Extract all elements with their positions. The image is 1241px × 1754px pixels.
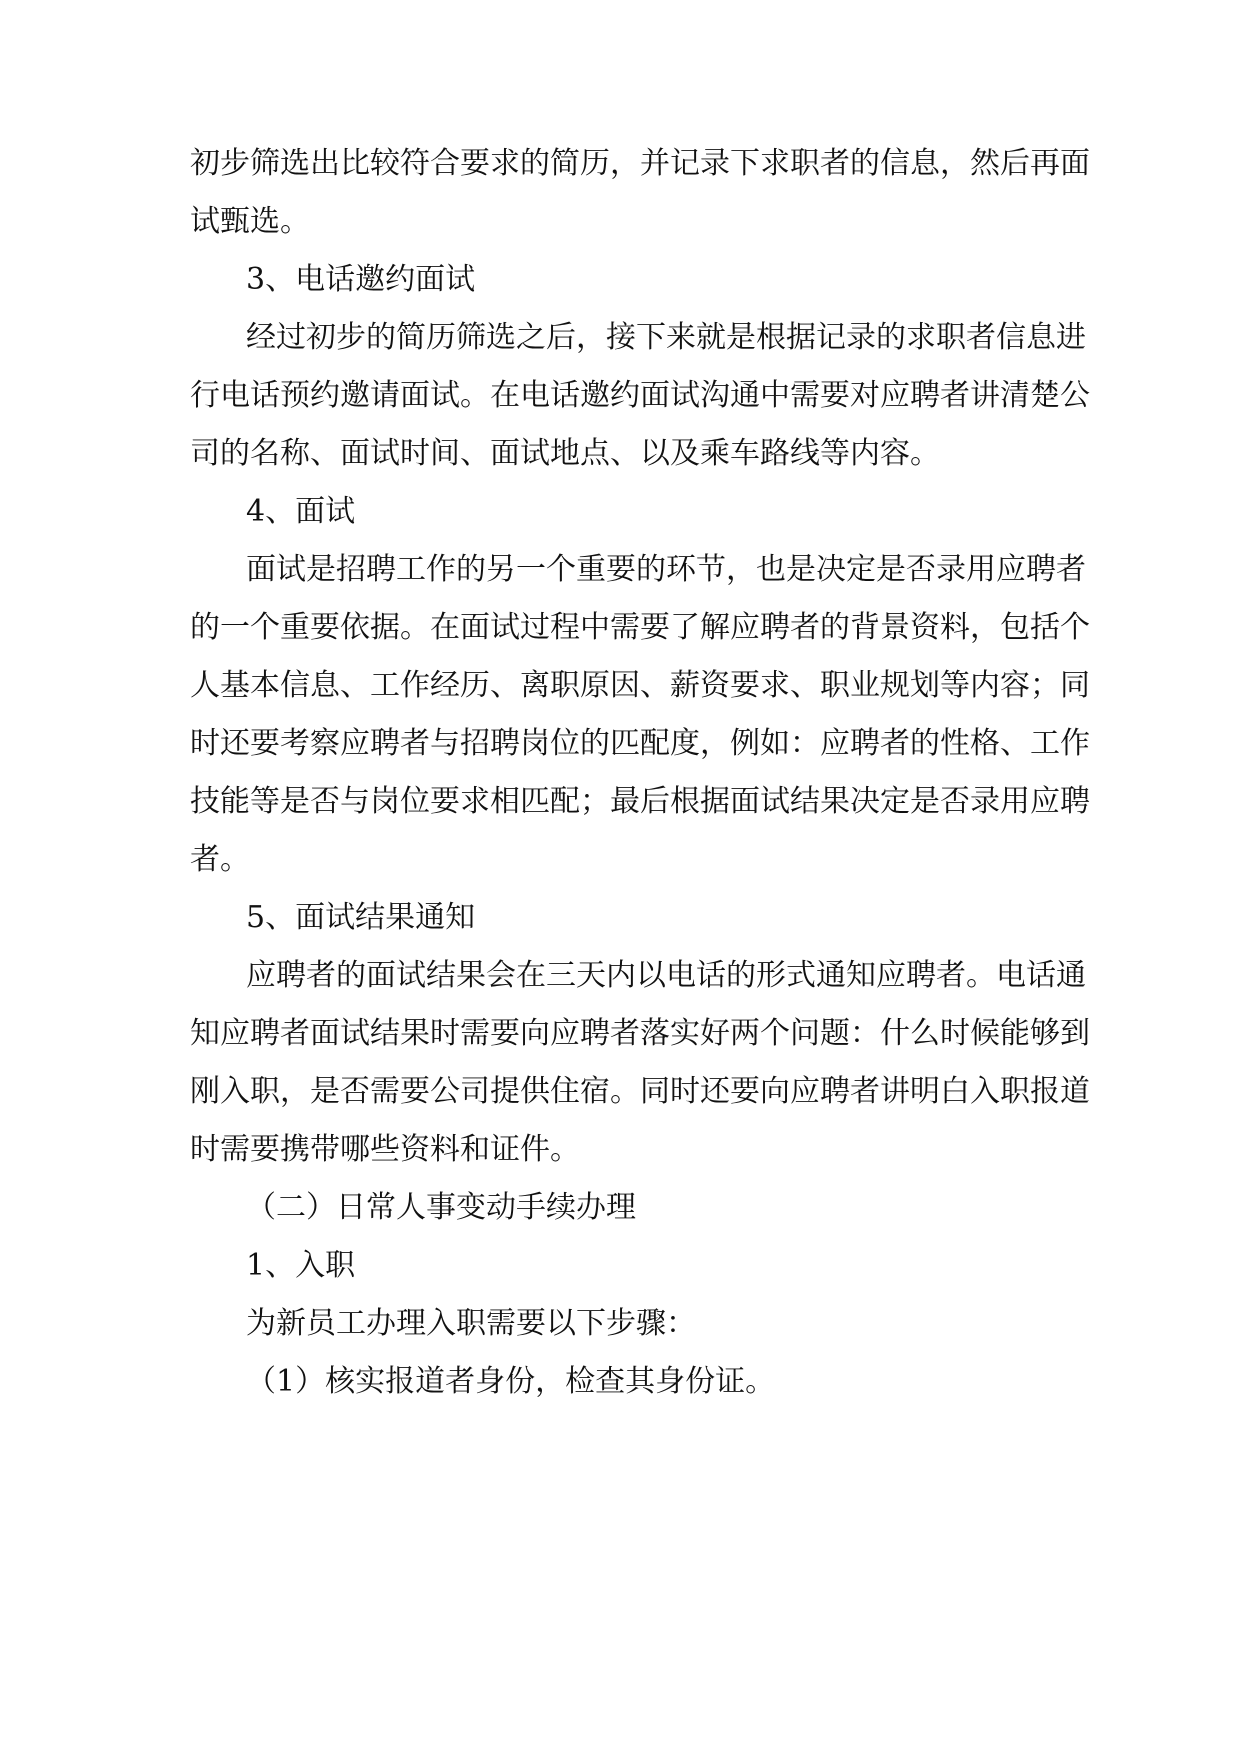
list-item: （1）核实报道者身份，检查其身份证。 [246, 1364, 776, 1399]
paragraph-line: 面试是招聘工作的另一个重要的环节，也是决定是否录用应聘者 [246, 552, 1086, 587]
paragraph-line: 时需要携带哪些资料和证件。 [190, 1132, 580, 1167]
section-heading: 5、面试结果通知 [246, 900, 476, 935]
section-heading: 1、入职 [246, 1248, 356, 1283]
paragraph-line: 的一个重要依据。在面试过程中需要了解应聘者的背景资料，包括个 [190, 610, 1090, 645]
paragraph-line: 试甄选。 [190, 204, 310, 239]
section-heading: （二）日常人事变动手续办理 [246, 1190, 636, 1225]
paragraph-line: 初步筛选出比较符合要求的简历，并记录下求职者的信息，然后再面 [190, 146, 1090, 181]
section-heading: 3、电话邀约面试 [246, 262, 476, 297]
paragraph-line: 司的名称、面试时间、面试地点、以及乘车路线等内容。 [190, 436, 940, 471]
paragraph-line: 者。 [190, 842, 250, 877]
paragraph-line: 为新员工办理入职需要以下步骤： [246, 1306, 696, 1341]
paragraph-line: 知应聘者面试结果时需要向应聘者落实好两个问题：什么时候能够到 [190, 1016, 1090, 1051]
paragraph-line: 行电话预约邀请面试。在电话邀约面试沟通中需要对应聘者讲清楚公 [190, 378, 1090, 413]
paragraph-line: 人基本信息、工作经历、离职原因、薪资要求、职业规划等内容；同 [190, 668, 1090, 703]
paragraph-line: 应聘者的面试结果会在三天内以电话的形式通知应聘者。电话通 [246, 958, 1086, 993]
section-heading: 4、面试 [246, 494, 356, 529]
paragraph-line: 时还要考察应聘者与招聘岗位的匹配度，例如：应聘者的性格、工作 [190, 726, 1090, 761]
paragraph-line: 刚入职，是否需要公司提供住宿。同时还要向应聘者讲明白入职报道 [190, 1074, 1090, 1109]
paragraph-line: 经过初步的简历筛选之后，接下来就是根据记录的求职者信息进 [246, 320, 1086, 355]
paragraph-line: 技能等是否与岗位要求相匹配；最后根据面试结果决定是否录用应聘 [190, 784, 1090, 819]
